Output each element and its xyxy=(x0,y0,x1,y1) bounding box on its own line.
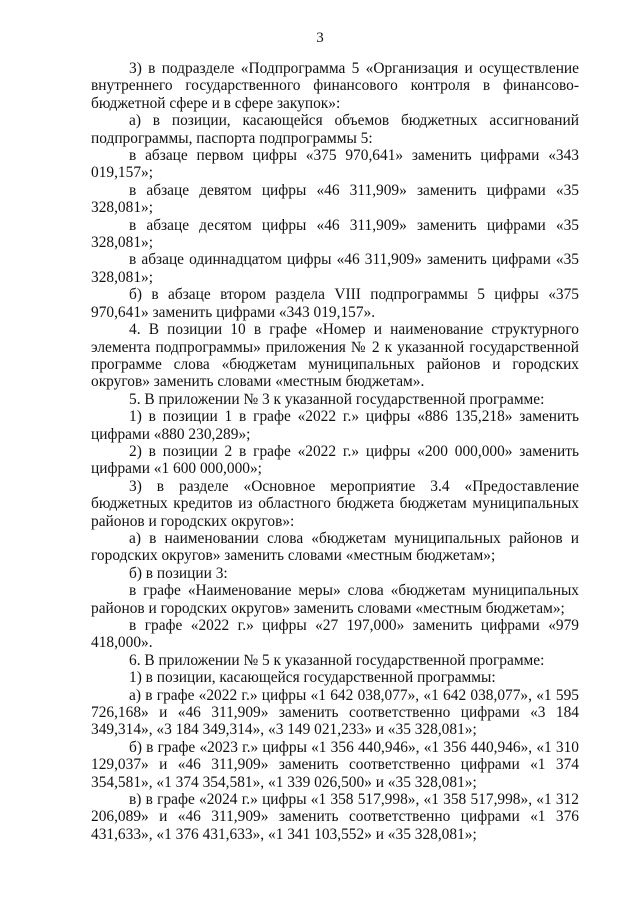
paragraph: в графе «2022 г.» цифры «27 197,000» заменить цифрами «979 418,000». xyxy=(91,617,579,652)
paragraph: б) в графе «2023 г.» цифры «1 356 440,946», «1 356 440,946», «1 310 129,037» и «46 311,909» заменить соответственно цифрами «1 374 354,581», «1 374 354,581», «1 339 026,500» и «35 328,081»; xyxy=(91,738,579,791)
document-body xyxy=(91,60,579,843)
paragraph: 6. В приложении № 5 к указанной государственной программе: xyxy=(129,651,545,669)
paragraph: в абзаце одиннадцатом цифры «46 311,909» заменить цифрами «35 328,081»; xyxy=(91,251,579,286)
paragraph: 1) в позиции, касающейся государственной программы: xyxy=(129,669,496,687)
paragraph: 3) в разделе «Основное мероприятие 3.4 «Предоставление бюджетных кредитов из областного бюджета бюджетам муниципальных районов и городских округов»: xyxy=(91,477,579,530)
paragraph: в графе «Наименование меры» слова «бюджетам муниципальных районов и городских округов» заменить словами «местным бюджетам»; xyxy=(91,582,579,617)
paragraph: б) в абзаце втором раздела VIII подпрограммы 5 цифры «375 970,641» заменить цифрами «343 019,157». xyxy=(91,286,579,321)
paragraph: а) в позиции, касающейся объемов бюджетных ассигнований подпрограммы, паспорта подпрограммы 5: xyxy=(91,112,579,147)
paragraph: б) в позиции 3: xyxy=(129,564,228,582)
paragraph: в абзаце девятом цифры «46 311,909» заменить цифрами «35 328,081»; xyxy=(91,181,579,217)
paragraph: а) в графе «2022 г.» цифры «1 642 038,077», «1 642 038,077», «1 595 726,168» и «46 311,909» заменить соответственно цифрами «3 184 349,314», «3 184 349,314», «3 149 021,233» и «35 328,081»; xyxy=(91,686,579,739)
paragraph: 4. В позиции 10 в графе «Номер и наименование структурного элемента подпрограммы» приложения № 2 к указанной государственной программе слова «бюджетам муниципальных районов и городских округов» заменить словами «местным бюджетам». xyxy=(91,321,579,391)
paragraph: а) в наименовании слова «бюджетам муниципальных районов и городских округов» заменить словами «местным бюджетам»; xyxy=(91,529,579,565)
page-number: 3 xyxy=(316,30,324,46)
paragraph: в абзаце первом цифры «375 970,641» заменить цифрами «343 019,157»; xyxy=(91,147,579,182)
paragraph: 5. В приложении № 3 к указанной государственной программе: xyxy=(129,390,545,408)
paragraph: 1) в позиции 1 в графе «2022 г.» цифры «886 135,218» заменить цифрами «880 230,289»; xyxy=(91,408,579,443)
paragraph: в) в графе «2024 г.» цифры «1 358 517,998», «1 358 517,998», «1 312 206,089» и «46 311,909» заменить соответственно цифрами «1 376 431,633», «1 376 431,633», «1 341 103,552» и «35 328,081»; xyxy=(91,791,579,843)
paragraph: 2) в позиции 2 в графе «2022 г.» цифры «200 000,000» заменить цифрами «1 600 000,000»; xyxy=(91,442,579,478)
paragraph: 3) в подразделе «Подпрограмма 5 «Организация и осуществление внутреннего государственного финансового контроля в финансово-бюджетной сфере и в сфере закупок»: xyxy=(91,60,579,112)
paragraph: в абзаце десятом цифры «46 311,909» заменить цифрами «35 328,081»; xyxy=(91,216,579,252)
